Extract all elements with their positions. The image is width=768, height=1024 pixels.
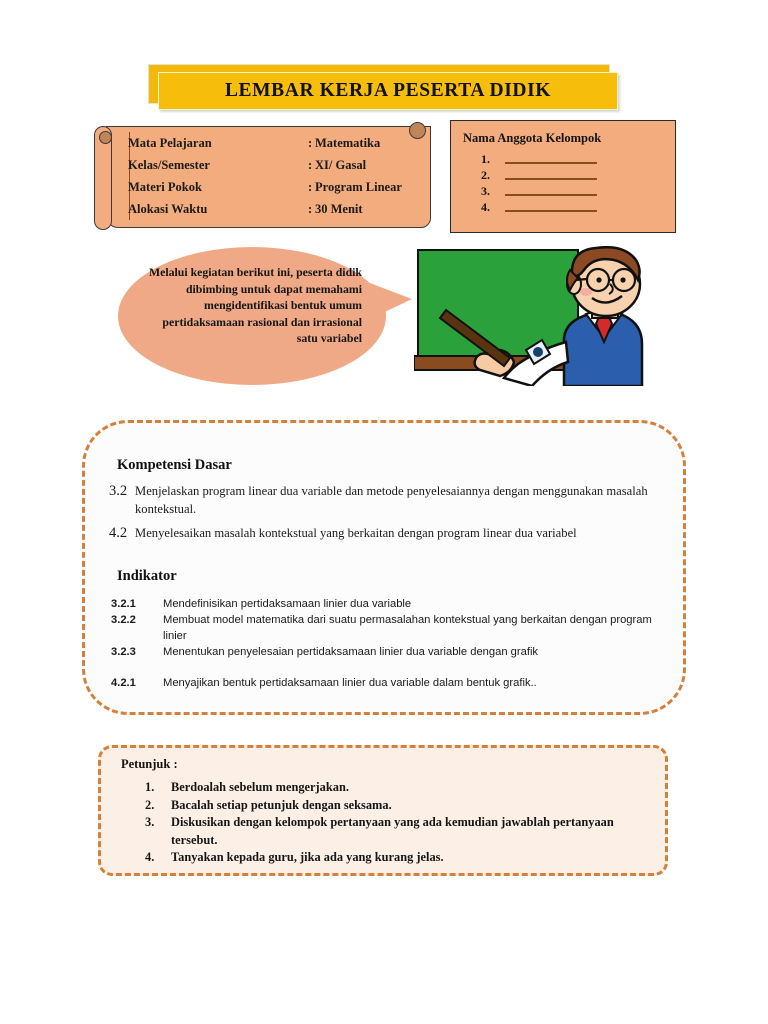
indikator-text: Menentukan penyelesaian pertidaksamaan linier dua variable dengan grafik bbox=[163, 646, 539, 658]
petunjuk-box bbox=[98, 745, 668, 876]
petunjuk-list bbox=[145, 779, 645, 867]
list-item bbox=[481, 183, 663, 199]
list-item bbox=[481, 167, 663, 183]
petunjuk-text: Diskusikan dengan kelompok pertanyaan yang ada kemudian jawablah pertanyaan tersebut. bbox=[171, 815, 614, 847]
title-banner-body bbox=[158, 72, 618, 110]
list-item bbox=[145, 814, 645, 849]
member-blank-line[interactable] bbox=[505, 210, 597, 212]
info-colon: : bbox=[308, 135, 313, 150]
list-item bbox=[145, 797, 645, 815]
info-label: Kelas/Semester bbox=[128, 157, 210, 172]
info-label: Materi Pokok bbox=[128, 179, 202, 194]
kd-number: 3.2 bbox=[109, 483, 128, 499]
group-members-box bbox=[450, 120, 676, 233]
indikator-number: 3.2.2 bbox=[111, 614, 136, 626]
member-blank-line[interactable] bbox=[505, 194, 597, 196]
list-item bbox=[111, 645, 667, 661]
kd-text: Menyelesaikan masalah kontekstual yang berkaitan dengan program linear dua variabel bbox=[135, 526, 577, 540]
petunjuk-text: Bacalah setiap petunjuk dengan seksama. bbox=[171, 797, 392, 812]
petunjuk-heading: Petunjuk : bbox=[121, 757, 178, 771]
info-row-materi-pokok bbox=[128, 176, 434, 198]
member-number: 1. bbox=[481, 151, 490, 166]
list-item bbox=[481, 199, 663, 215]
lesson-info-scroll bbox=[92, 122, 444, 234]
info-colon: : bbox=[308, 157, 313, 172]
list-item bbox=[111, 613, 667, 644]
list-item bbox=[111, 676, 667, 692]
info-colon: : bbox=[308, 179, 313, 194]
info-row-kelas-semester bbox=[128, 154, 434, 176]
petunjuk-number: 2. bbox=[145, 797, 155, 812]
lesson-info-fields bbox=[128, 132, 434, 220]
list-item bbox=[109, 483, 665, 518]
info-label: Mata Pelajaran bbox=[128, 135, 212, 150]
petunjuk-text: Berdoalah sebelum mengerjakan. bbox=[171, 780, 349, 794]
member-number: 3. bbox=[481, 183, 490, 198]
page-title: LEMBAR KERJA PESERTA DIDIK bbox=[224, 80, 552, 101]
info-value: Matematika bbox=[315, 135, 381, 150]
teacher-illustration bbox=[414, 246, 644, 386]
indikator-text: Menyajikan bentuk pertidaksamaan linier dua variable dalam bentuk grafik.. bbox=[163, 677, 537, 689]
scroll-curl-left bbox=[94, 126, 112, 230]
list-item bbox=[145, 779, 645, 797]
info-row-mata-pelajaran bbox=[128, 132, 434, 154]
scroll-curl-left-icon bbox=[99, 131, 112, 144]
kd-text: Menjelaskan program linear dua variable dan metode penyelesaiannya dengan menggunakan masalah kontekstual. bbox=[135, 484, 648, 516]
indikator-number: 4.2.1 bbox=[111, 677, 136, 689]
list-item bbox=[145, 849, 645, 867]
indikator-number: 3.2.1 bbox=[111, 598, 136, 610]
list-item bbox=[111, 597, 667, 613]
info-value: Program Linear bbox=[315, 179, 402, 194]
indikator-text: Membuat model matematika dari suatu permasalahan kontekstual yang berkaitan dengan program linier bbox=[163, 614, 652, 642]
petunjuk-number: 3. bbox=[145, 815, 155, 829]
petunjuk-number: 1. bbox=[145, 780, 155, 794]
indikator-text: Mendefinisikan pertidaksamaan linier dua variable bbox=[163, 598, 412, 610]
petunjuk-number: 4. bbox=[145, 850, 155, 864]
list-item bbox=[109, 525, 665, 543]
info-label: Alokasi Waktu bbox=[128, 201, 208, 216]
info-value: XI/ Gasal bbox=[315, 157, 367, 172]
group-members-title: Nama Anggota Kelompok bbox=[463, 131, 602, 145]
indikator-number: 3.2.3 bbox=[111, 646, 136, 658]
member-number: 4. bbox=[481, 199, 490, 214]
objective-speech-bubble bbox=[118, 247, 386, 385]
petunjuk-text: Tanyakan kepada guru, jika ada yang kurang jelas. bbox=[171, 850, 444, 864]
info-colon: : bbox=[308, 201, 313, 216]
title-banner bbox=[148, 64, 618, 112]
info-value: 30 Menit bbox=[315, 201, 363, 216]
competency-indicator-box bbox=[82, 420, 686, 715]
speech-bubble-text: Melalui kegiatan berikut ini, peserta didik dibimbing untuk dapat memahami mengidentifikasi bentuk umum pertidaksamaan rasional dan irrasional satu variabel bbox=[148, 265, 362, 345]
list-item bbox=[481, 151, 663, 167]
info-row-alokasi-waktu bbox=[128, 198, 434, 220]
kompetensi-dasar-heading: Kompetensi Dasar bbox=[117, 457, 232, 473]
member-number: 2. bbox=[481, 167, 490, 182]
member-blank-line[interactable] bbox=[505, 162, 597, 164]
group-members-list bbox=[481, 151, 663, 215]
indikator-heading: Indikator bbox=[117, 568, 177, 584]
kd-number: 4.2 bbox=[109, 525, 128, 541]
member-blank-line[interactable] bbox=[505, 178, 597, 180]
